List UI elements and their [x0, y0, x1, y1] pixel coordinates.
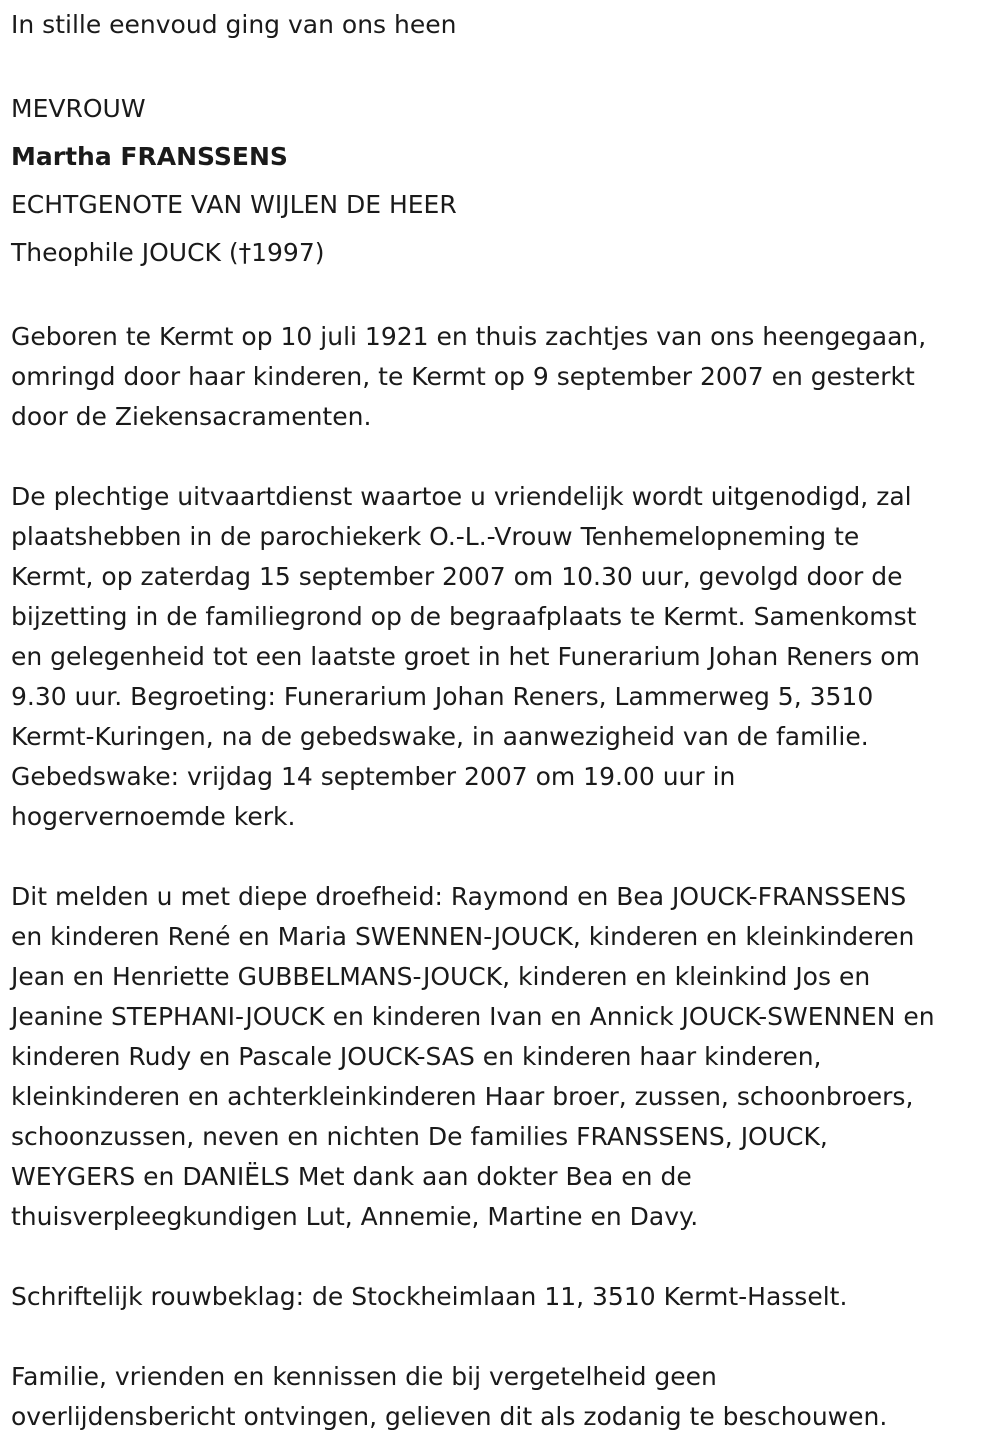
text-line: Schriftelijk rouwbeklag: de Stockheimlaan 11, 3510 Kermt-Hasselt. [11, 1282, 848, 1311]
paragraph-condolence [11, 1277, 1000, 1317]
text-line: schoonzussen, neven en nichten De families FRANSSENS, JOUCK, [11, 1122, 828, 1151]
spacer [11, 1237, 1000, 1277]
spacer [11, 437, 1000, 477]
cross-icon: † [238, 238, 252, 267]
text-line: omringd door haar kinderen, te Kermt op 9 september 2007 en gesterkt [11, 362, 915, 391]
text-line: door de Ziekensacramenten. [11, 402, 372, 431]
person-title: MEVROUW [11, 94, 146, 123]
text-line: en kinderen René en Maria SWENNEN-JOUCK, kinderen en kleinkinderen [11, 922, 915, 951]
intro-line: In stille eenvoud ging van ons heen [11, 10, 457, 39]
text-line: en gelegenheid tot een laatste groet in het Funerarium Johan Reners om [11, 642, 920, 671]
text-line: Familie, vrienden en kennissen die bij vergetelheid geen [11, 1362, 717, 1391]
text-line: De plechtige uitvaartdienst waartoe u vriendelijk wordt uitgenodigd, zal [11, 482, 912, 511]
text-line: Jean en Henriette GUBBELMANS-JOUCK, kinderen en kleinkind Jos en [11, 962, 871, 991]
text-line: bijzetting in de familiegrond op de begraafplaats te Kermt. Samenkomst [11, 602, 917, 631]
spacer [11, 277, 1000, 317]
spacer [11, 45, 1000, 85]
paragraph-closing [11, 1357, 1000, 1437]
spacer [11, 837, 1000, 877]
text-line: hogervernoemde kerk. [11, 802, 296, 831]
text-line: plaatshebben in de parochiekerk O.-L.-Vrouw Tenhemelopneming te [11, 522, 860, 551]
text-line: WEYGERS en DANIËLS Met dank aan dokter Bea en de [11, 1162, 692, 1191]
text-line: kleinkinderen en achterkleinkinderen Haar broer, zussen, schoonbroers, [11, 1082, 914, 1111]
text-line: Dit melden u met diepe droefheid: Raymond en Bea JOUCK-FRANSSENS [11, 882, 907, 911]
text-line: thuisverpleegkundigen Lut, Annemie, Martine en Davy. [11, 1202, 699, 1231]
text-line: 9.30 uur. Begroeting: Funerarium Johan Reners, Lammerweg 5, 3510 [11, 682, 874, 711]
spouse-line [11, 229, 1000, 277]
person-heading [11, 85, 1000, 277]
text-line: Kermt-Kuringen, na de gebedswake, in aanwezigheid van de familie. [11, 722, 869, 751]
text-line: overlijdensbericht ontvingen, gelieven dit als zodanig te beschouwen. [11, 1402, 888, 1431]
text-line: Jeanine STEPHANI-JOUCK en kinderen Ivan en Annick JOUCK-SWENNEN en [11, 1002, 935, 1031]
spacer [11, 1317, 1000, 1357]
text-line: Gebedswake: vrijdag 14 september 2007 om 19.00 uur in [11, 762, 736, 791]
person-name: Martha FRANSSENS [11, 142, 288, 171]
paragraph-service [11, 477, 1000, 837]
paragraph-born [11, 317, 1000, 437]
spouse-prefix: Theophile JOUCK ( [11, 238, 239, 267]
spouse-suffix: 1997) [251, 238, 325, 267]
person-relation: ECHTGENOTE VAN WIJLEN DE HEER [11, 190, 457, 219]
text-line: kinderen Rudy en Pascale JOUCK-SAS en kinderen haar kinderen, [11, 1042, 822, 1071]
text-line: Kermt, op zaterdag 15 september 2007 om 10.30 uur, gevolgd door de [11, 562, 903, 591]
paragraph-family [11, 877, 1000, 1237]
text-line: Geboren te Kermt op 10 juli 1921 en thuis zachtjes van ons heengegaan, [11, 322, 927, 351]
